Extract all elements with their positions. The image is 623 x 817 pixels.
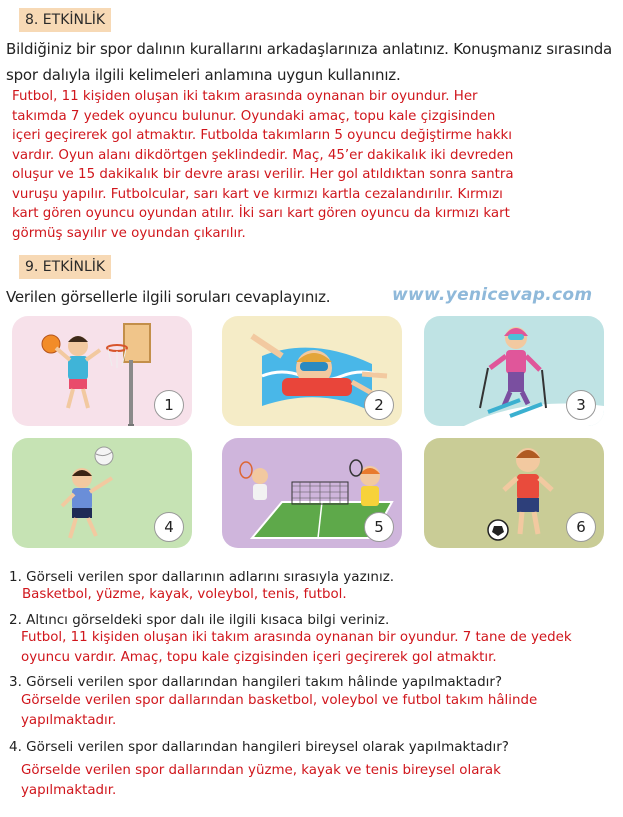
answer-line: yapılmaktadır. bbox=[21, 782, 117, 798]
answer-4 bbox=[21, 761, 501, 800]
answer-line: oluşur ve 15 dakikalık bir devre arası verilir. Her gol atıldıktan sonra santra bbox=[12, 167, 514, 182]
question-4: 4. Görseli verilen spor dallarından hangileri bireysel olarak yapılmaktadır? bbox=[9, 739, 509, 755]
image-card-football bbox=[424, 438, 604, 548]
answer-line: Görselde verilen spor dallarından yüzme, kayak ve tenis bireysel olarak bbox=[21, 763, 501, 778]
image-card-volleyball bbox=[12, 438, 192, 548]
question-1: 1. Görseli verilen spor dallarının adlarını sırasıyla yazınız. bbox=[9, 569, 395, 585]
activity-8-title: 8. ETKİNLİK bbox=[19, 8, 111, 32]
image-card-basketball bbox=[12, 316, 192, 426]
question-3: 3. Görseli verilen spor dallarından hangileri takım hâlinde yapılmaktadır? bbox=[9, 674, 503, 690]
image-number: 2 bbox=[364, 390, 394, 420]
answer-line: Futbol, 11 kişiden oluşan iki takım arasında oynanan bir oyundur. Her bbox=[12, 89, 478, 104]
image-card-tennis bbox=[222, 438, 402, 548]
answer-line: içeri geçirerek gol atmaktır. Futbolda takımların 5 oyuncu değiştirme hakkı bbox=[12, 128, 512, 143]
image-card-swimming bbox=[222, 316, 402, 426]
question-2: 2. Altıncı görseldeki spor dalı ile ilgili kısaca bilgi veriniz. bbox=[9, 612, 390, 628]
activity-9-title: 9. ETKİNLİK bbox=[19, 255, 111, 279]
answer-line: Basketbol, yüzme, kayak, voleybol, tenis, futbol. bbox=[22, 587, 347, 602]
answer-line: görmüş sayılır ve oyundan çıkarılır. bbox=[12, 225, 246, 241]
answer-line: Futbol, 11 kişiden oluşan iki takım arasında oynanan bir oyundur. 7 tane de yedek bbox=[21, 630, 572, 645]
answer-line: vardır. Oyun alanı dikdörtgen şeklindedir. Maç, 45’er dakikalık iki devreden bbox=[12, 147, 514, 163]
answer-3 bbox=[21, 691, 537, 730]
image-number: 1 bbox=[154, 390, 184, 420]
answer-1 bbox=[22, 585, 347, 605]
answer-line: yapılmaktadır. bbox=[21, 712, 117, 728]
image-number: 4 bbox=[154, 512, 184, 542]
answer-line: Görselde verilen spor dallarından basketbol, voleybol ve futbol takım hâlinde bbox=[21, 693, 538, 708]
image-number: 3 bbox=[566, 390, 596, 420]
activity-8-instruction: Bildiğiniz bir spor dalının kurallarını arkadaşlarınıza anlatınız. Konuşmanız sırasında spor dalıyla ilgili kelimeleri anlamına uygun kullanınız. bbox=[6, 40, 613, 84]
image-number: 6 bbox=[566, 512, 596, 542]
answer-line: vuruşu yapılır. Futbolcular, sarı kart ve kırmızı kartla cezalandırılır. Kırmızı bbox=[12, 186, 503, 202]
image-card-skiing bbox=[424, 316, 604, 426]
website-watermark: www.yenicevap.com bbox=[392, 285, 593, 305]
image-number: 5 bbox=[364, 512, 394, 542]
answer-line: takımda 7 yedek oyuncu bulunur. Oyundaki amaç, topu kale çizgisinden bbox=[12, 108, 496, 124]
answer-line: oyuncu vardır. Amaç, topu kale çizgisinden içeri geçirerek gol atmaktır. bbox=[21, 649, 497, 665]
answer-line: kart gören oyuncu oyundan atılır. İki sarı kart gören oyuncu da kırmızı kart bbox=[12, 206, 510, 221]
answer-2 bbox=[21, 628, 572, 667]
activity-8-answer bbox=[12, 87, 617, 243]
activity-9-instruction: Verilen görsellerle ilgili soruları cevaplayınız. bbox=[6, 288, 331, 306]
